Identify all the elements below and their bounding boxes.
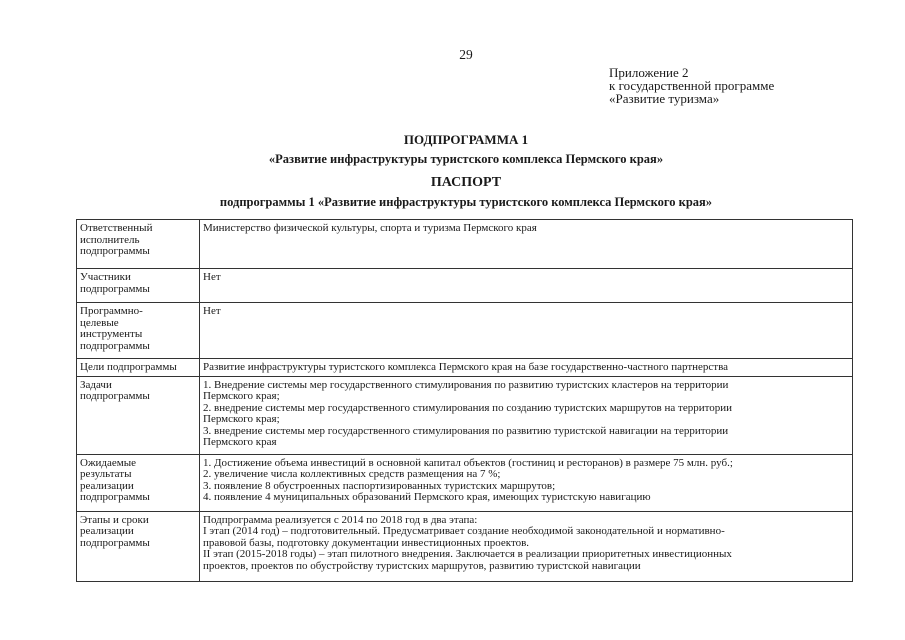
row-label <box>77 359 200 377</box>
appendix-line-2: к государственной программе <box>609 78 775 93</box>
row-label-line: реализации <box>80 525 134 537</box>
row-value <box>200 454 853 511</box>
row-value-line: 2. внедрение системы мер государственного стимулирования по созданию туристских маршрутов на территории <box>203 401 733 414</box>
row-value <box>200 269 853 303</box>
table-row <box>77 376 853 454</box>
appendix-line-3: «Развитие туризма» <box>609 91 720 106</box>
row-label-line: Задачи <box>80 378 112 391</box>
row-label-line: целевые <box>80 316 119 329</box>
row-value-line: 1. Внедрение системы мер государственного стимулирования по развитию туристских кластеров на территории <box>203 378 729 391</box>
row-label-line: Этапы и сроки <box>80 513 149 526</box>
row-value-line: 2. увеличение числа коллективных средств размещения на 7 %; <box>203 468 501 480</box>
table-row <box>77 454 853 511</box>
row-value <box>200 220 853 269</box>
row-value <box>200 511 853 581</box>
row-value-line: Нет <box>203 305 221 317</box>
row-value-line: 4. появление 4 муниципальных образований Пермского края, имеющих туристскую навигацию <box>203 491 651 503</box>
row-value-line: Пермского края <box>203 436 277 448</box>
table-row <box>77 359 853 377</box>
row-value-line: 1. Достижение объема инвестиций в основной капитал объектов (гостиниц и ресторанов) в размере 75 млн. руб.; <box>203 456 733 469</box>
row-label-line: подпрограммы <box>80 390 150 402</box>
row-label-line: Участники <box>80 271 131 283</box>
row-label <box>77 454 200 511</box>
row-label-line: Цели подпрограммы <box>80 361 177 373</box>
row-value-line: Пермского края; <box>203 413 280 425</box>
subprogram-title: «Развитие инфраструктуры туристского комплекса Пермского края» <box>268 152 664 166</box>
row-label <box>77 269 200 303</box>
row-label-line: исполнитель <box>80 233 140 246</box>
row-label <box>77 303 200 359</box>
appendix-line-1: Приложение 2 <box>609 65 689 80</box>
subprogram-heading: ПОДПРОГРАММА 1 <box>403 132 529 147</box>
passport-heading: ПАСПОРТ <box>430 175 502 190</box>
row-label-line: Ожидаемые <box>80 456 137 469</box>
row-value-line: II этап (2015-2018 годы) – этап пилотного внедрения. Заключается в реализации приоритетных инвестиционных <box>203 548 732 560</box>
row-value <box>200 359 853 377</box>
row-value <box>200 376 853 454</box>
table-row <box>77 303 853 359</box>
row-value <box>200 303 853 359</box>
passport-table <box>76 219 853 582</box>
passport-title: подпрограммы 1 «Развитие инфраструктуры туристского комплекса Пермского края» <box>219 195 713 209</box>
row-label-line: подпрограммы <box>80 339 150 352</box>
table-row <box>77 220 853 269</box>
row-value-line: Нет <box>203 271 221 283</box>
row-label-line: подпрограммы <box>80 491 150 503</box>
row-value-line: 3. внедрение системы мер государственного стимулирования по развитию туристской навигации на территории <box>203 424 729 437</box>
row-value-line: правовой базы, подготовку документации инвестиционных проектов. <box>203 536 530 549</box>
row-label-line: подпрограммы <box>80 282 150 295</box>
row-value-line: Подпрограмма реализуется с 2014 по 2018 год в два этапа: <box>203 513 478 526</box>
row-value-line: Министерство физической культуры, спорта и туризма Пермского края <box>203 222 537 234</box>
page-number: 29 <box>459 47 473 62</box>
row-label <box>77 376 200 454</box>
appendix-note <box>609 66 774 105</box>
row-value-line: Пермского края; <box>203 390 280 402</box>
row-label <box>77 220 200 269</box>
row-label-line: Программно- <box>80 305 143 317</box>
row-value-line: 3. появление 8 обустроенных паспортизированных туристских маршрутов; <box>203 479 556 492</box>
row-value-line: проектов, проектов по обустройству туристских маршрутов, развитию туристской навигации <box>203 559 641 572</box>
row-value-line: I этап (2014 год) – подготовительный. Предусматривает создание необходимой законодательной и нормативно- <box>203 525 725 537</box>
table-row <box>77 269 853 303</box>
row-label-line: подпрограммы <box>80 245 150 257</box>
row-value-line: Развитие инфраструктуры туристского комплекса Пермского края на базе государственно-частного партнерства <box>203 361 729 373</box>
row-label-line: подпрограммы <box>80 536 150 549</box>
table-row <box>77 511 853 581</box>
row-label-line: результаты <box>80 468 132 480</box>
row-label-line: инструменты <box>80 328 143 340</box>
row-label-line: Ответственный <box>80 222 153 234</box>
row-label <box>77 511 200 581</box>
row-label-line: реализации <box>80 479 134 492</box>
